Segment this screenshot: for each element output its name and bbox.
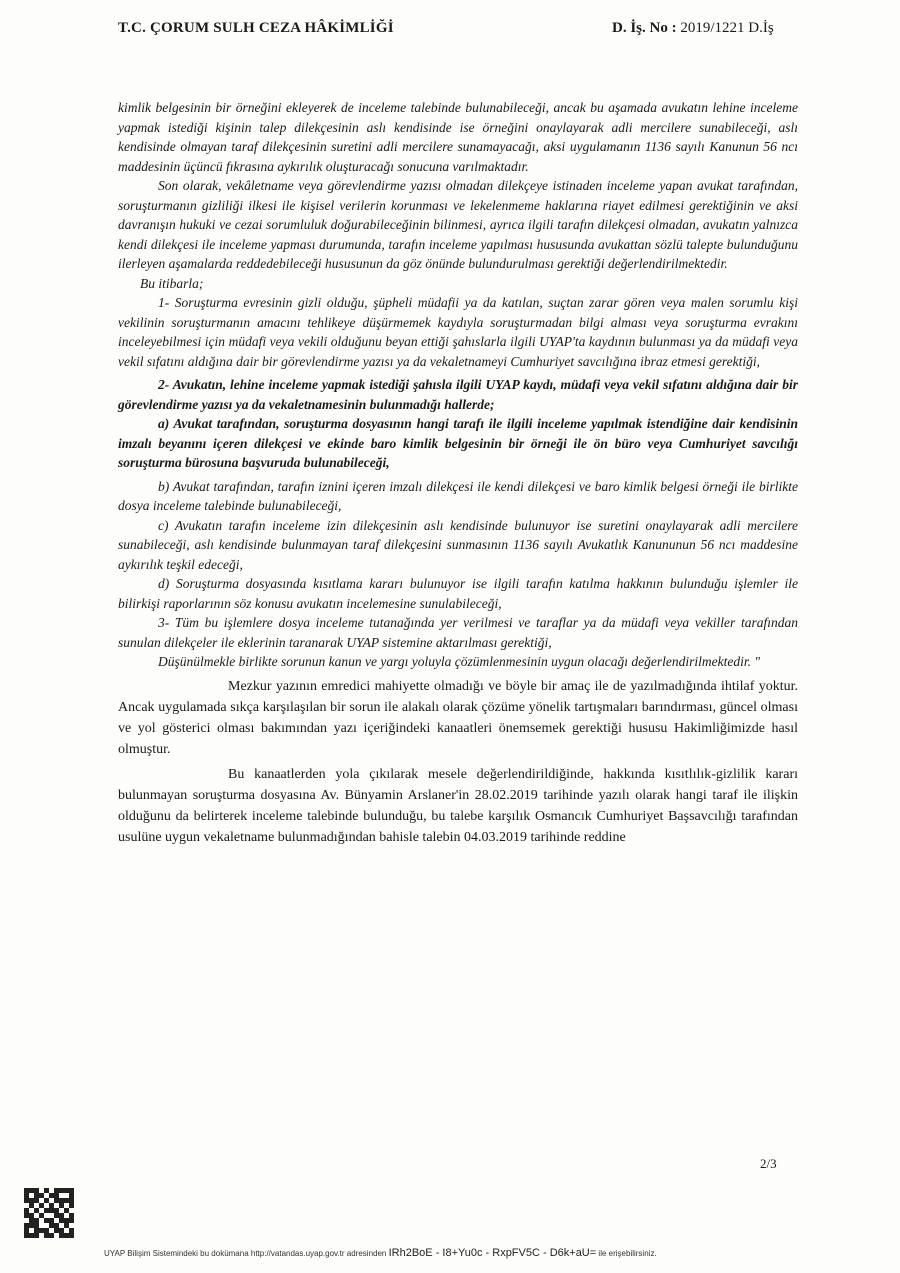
list-item-1: 1- Soruşturma evresinin gizli olduğu, şüpheli müdafii ya da katılan, suçtan zarar gören veya malen sorumlu kişi vekilinin soruşturmanın amacını tehlikeye düşürmemek kaydıyla soruşturmadan bilgi alması veya soruşturma evrakını inceleyebilmesi için müdafi veya vekili olduğunu beyan ettiği şahıslarla ilgili UYAP'ta kaydının bulunması ya da müdafi veya vekil sıfatını aldığına dair bir görevlendirme yazısı ya da vekaletnameyi Cumhuriyet savcılığına ibraz etmesi gerektiği, [118,295,798,369]
verification-code: IRh2BoE - I8+Yu0c - RxpFV5C - D6k+aU= [388,1247,597,1259]
paragraph-2: Son olarak, vekâletname veya görevlendirme yazısı olmadan dilekçeye istinaden inceleme yapan avukat tarafından, soruşturmanın gizliliği ilkesi ile kişisel verilerin korunması ve lekelenmeme haklarına riayet edilmesi gerektiğinin ve aksi davranışın hukuki ve cezai sorumluluk doğurabileceğinin bilinmesi, ayrıca ilgili tarafın dilekçesi olmadan, avukatın yalnızca kendi dilekçesi ile inceleme yapması durumunda, tarafın inceleme yapılması hususunda avukattan sözlü talepte bulunduğunu ilerleyen aşamalarda reddedebileceği hususunun da göz önünde bulundurulması gerektiği değerlendirilmektedir. [118,178,798,271]
file-number-label: D. İş. No : [612,20,677,36]
list-item-2c: c) Avukatın tarafın inceleme izin dilekçesinin aslı kendisinde bulunuyor ise suretini onaylayarak adli mercilere sunabileceği, aslı kendisinde bulunmayan taraf dilekçesini sunmasının 1136 sayılı Avukatlık Kanununun 56 ncı maddesine aykırılık teşkil edeceği, [118,517,798,572]
footer-verification [104,1247,894,1259]
footer-prefix: UYAP Bilişim Sistemindeki bu dokümana http://vatandas.uyap.gov.tr adresinden [104,1249,387,1258]
court-name: T.C. ÇORUM SULH CEZA HÂKİMLİĞİ [118,20,394,36]
list-item-2a: a) Avukat tarafından, soruşturma dosyasının hangi tarafı ile ilgili inceleme yapılmak istendiğine dair kendisinin imzalı beyanını içeren dilekçesi ve ekinde baro kimlik belgesinin bir örneği ile ön büro veya Cumhuriyet savcılığı soruşturma bürosuna başvuruda bulunabileceği, [118,416,798,470]
file-number-value: 2019/1221 D.İş [680,20,774,36]
list-item-2: 2- Avukatın, lehine inceleme yapmak istediği şahısla ilgili UYAP kaydı, müdafi veya vekil sıfatını aldığına dair bir görevlendirme yazısı ya da vekaletnamesinin bulunmadığı hallerde; [118,377,798,412]
paragraph-13: Bu kanaatlerden yola çıkılarak mesele değerlendirildiğinde, hakkında kısıtlılık-gizlilik kararı bulunmayan soruşturma dosyasına Av. Bünyamin Arslaner'in 28.02.2019 tarihinde yazılı olarak hangi taraf ile ilişkin olduğunu da belirterek inceleme talebinde bulunduğu, bu talebe karşılık Osmancık Cumhuriyet Başsavcılığı tarafından usulüne uygun vekaletname bulunmadığından bahisle talebin 04.03.2019 tarihinde reddine [118,766,798,845]
paragraph-conclusion: Düşünülmekle birlikte sorunun kanun ve yargı yoluyla çözümlenmesinin uygun olacağı değerlendirilmektedir. " [158,654,761,669]
page-number: 2/3 [760,1156,777,1171]
list-item-3: 3- Tüm bu işlemlere dosya inceleme tutanağında yer verilmesi ve taraflar ya da müdafi veya vekiller tarafından sunulan dilekçeler ile eklerinin taranarak UYAP sistemine aktarılması gerektiği, [118,615,798,650]
paragraph-12: Mezkur yazının emredici mahiyette olmadığı ve böyle bir amaç ile de yazılmadığında ihtilaf yoktur. Ancak uygulamada sıkça karşılaşılan bir sorun ile alakalı olarak çözüme yönelik tartışmaları barındırması, güncel olması ve yol gösterici olması bakımından yazı içeriğindeki kanaatleri önemsemek gerektiği hususu Hakimliğimizde hasıl olmuştur. [118,678,798,757]
document-body [118,98,798,848]
paragraph-3: Bu itibarla; [140,275,204,291]
list-item-2b: b) Avukat tarafından, tarafın iznini içeren imzalı dilekçesi ile kendi dilekçesi ve baro kimlik belgesi örneği ile birlikte dosya inceleme talebinde bulunabileceği, [118,478,798,513]
footer-suffix: ile erişebilirsiniz. [598,1249,657,1258]
list-item-2d: d) Soruşturma dosyasında kısıtlama kararı bulunuyor ise ilgili tarafın katılma hakkının bulunduğu işlemler ile bilirkişi raporlarının söz konusu avukatın incelemesine sunulabileceği, [118,576,798,611]
qr-code-icon [24,1188,74,1238]
paragraph-1: kimlik belgesinin bir örneğini ekleyerek de inceleme talebinde bulunabileceği, ancak bu aşamada avukatın lehine inceleme yapmak istediği kişinin talep dilekçesinin aslı kendisinde ise örneğini onaylayarak adli mercilere sunabileceği, aslı kendisinde olmayan taraf dilekçesinin suretini adli mercilere sunamayacağı, aksi uygulamanın 1136 sayılı Kanunun 56 ncı maddesinin üçüncü fıkrasına aykırılık oluşturacağı sonucuna varılmaktadır. [118,100,798,174]
file-number [612,20,774,37]
